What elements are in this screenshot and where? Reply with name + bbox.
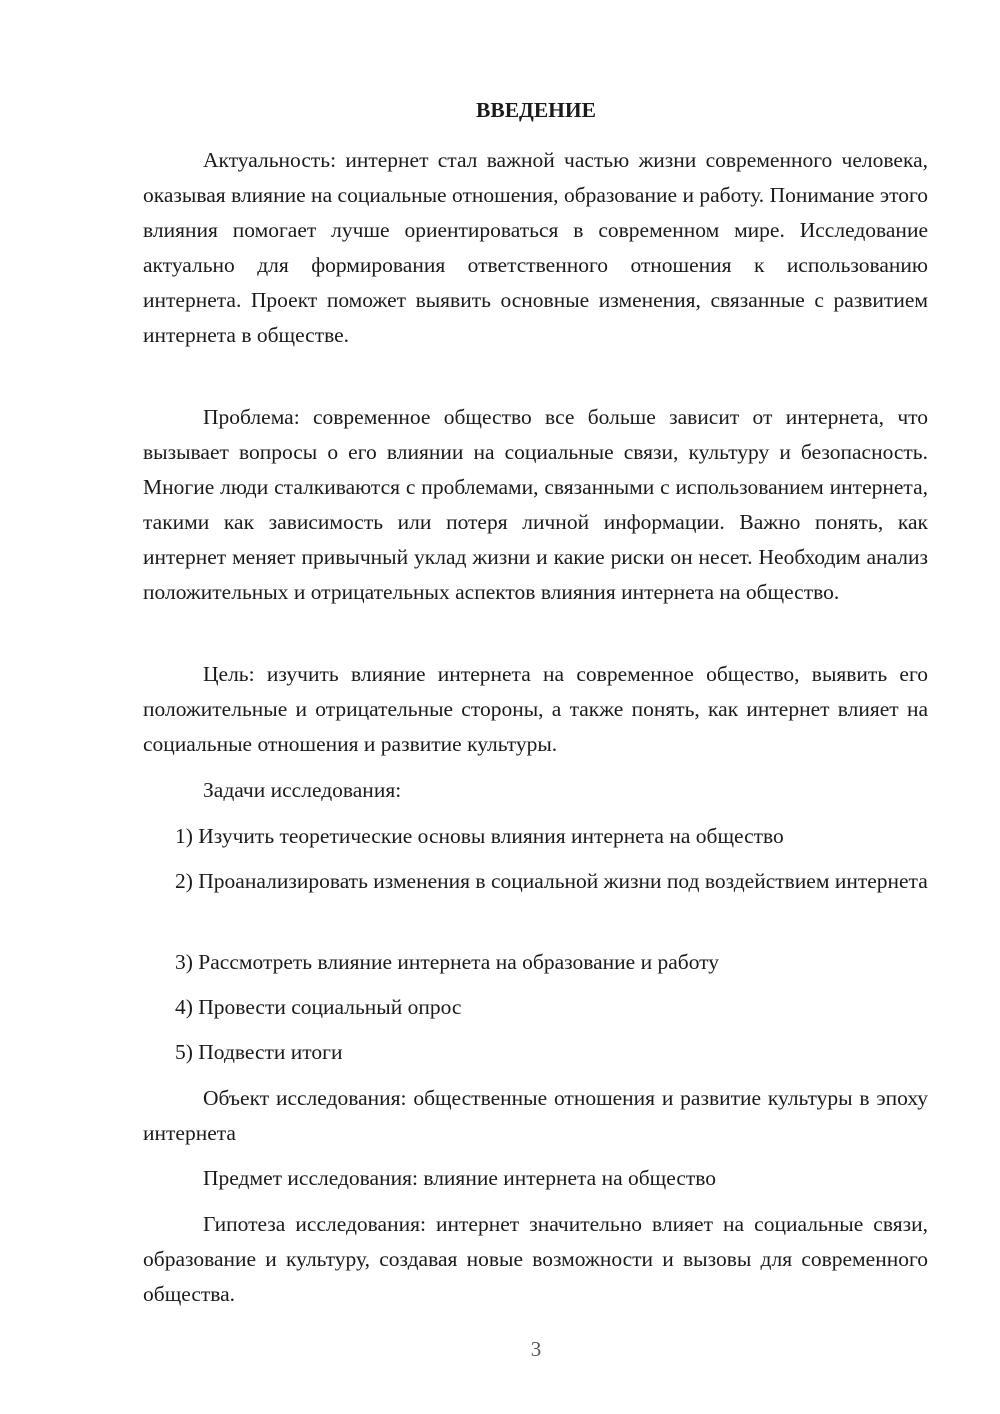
hypothesis-paragraph: Гипотеза исследования: интернет значительно влияет на социальные связи, образование и культуру, создавая новые возможности и вызовы для современного общества. (143, 1212, 928, 1306)
problem-paragraph: Проблема: современное общество все больше зависит от интернета, что вызывает вопросы о его влиянии на социальные связи, культуру и безопасность. Многие люди сталкиваются с проблемами, связанными с использованием интернета, такими как зависимость или потеря личной информации. Важно понять, как интернет меняет привычный уклад жизни и какие риски он несет. Необходим анализ положительных и отрицательных аспектов влияния интернета на общество. (143, 405, 928, 604)
page-title: ВВЕДЕНИЕ (476, 98, 596, 122)
task-item: 4) Провести социальный опрос (175, 995, 462, 1019)
page-number: 3 (530, 1337, 542, 1361)
task-item: 3) Рассмотреть влияние интернета на образование и работу (175, 950, 720, 974)
tasks-heading: Задачи исследования: (203, 778, 402, 802)
task-item: 2) Проанализировать изменения в социальной жизни под воздействием интернета (175, 869, 928, 893)
relevance-paragraph: Актуальность: интернет стал важной частью жизни современного человека, оказывая влияние на социальные отношения, образование и работу. Понимание этого влияния помогает лучше ориентироваться в современном мире. Исследование актуально для формирования ответственного отношения к использованию интернета. Проект поможет выявить основные изменения, связанные с развитием интернета в обществе. (143, 148, 928, 347)
goal-paragraph: Цель: изучить влияние интернета на современное общество, выявить его положительные и отрицательные стороны, а также понять, как интернет влияет на социальные отношения и развитие культуры. (143, 662, 928, 756)
task-item: 5) Подвести итоги (175, 1040, 343, 1064)
object-paragraph: Объект исследования: общественные отношения и развитие культуры в эпоху интернета (143, 1086, 928, 1145)
task-item: 1) Изучить теоретические основы влияния интернета на общество (175, 824, 784, 848)
subject-paragraph: Предмет исследования: влияние интернета на общество (203, 1166, 717, 1190)
